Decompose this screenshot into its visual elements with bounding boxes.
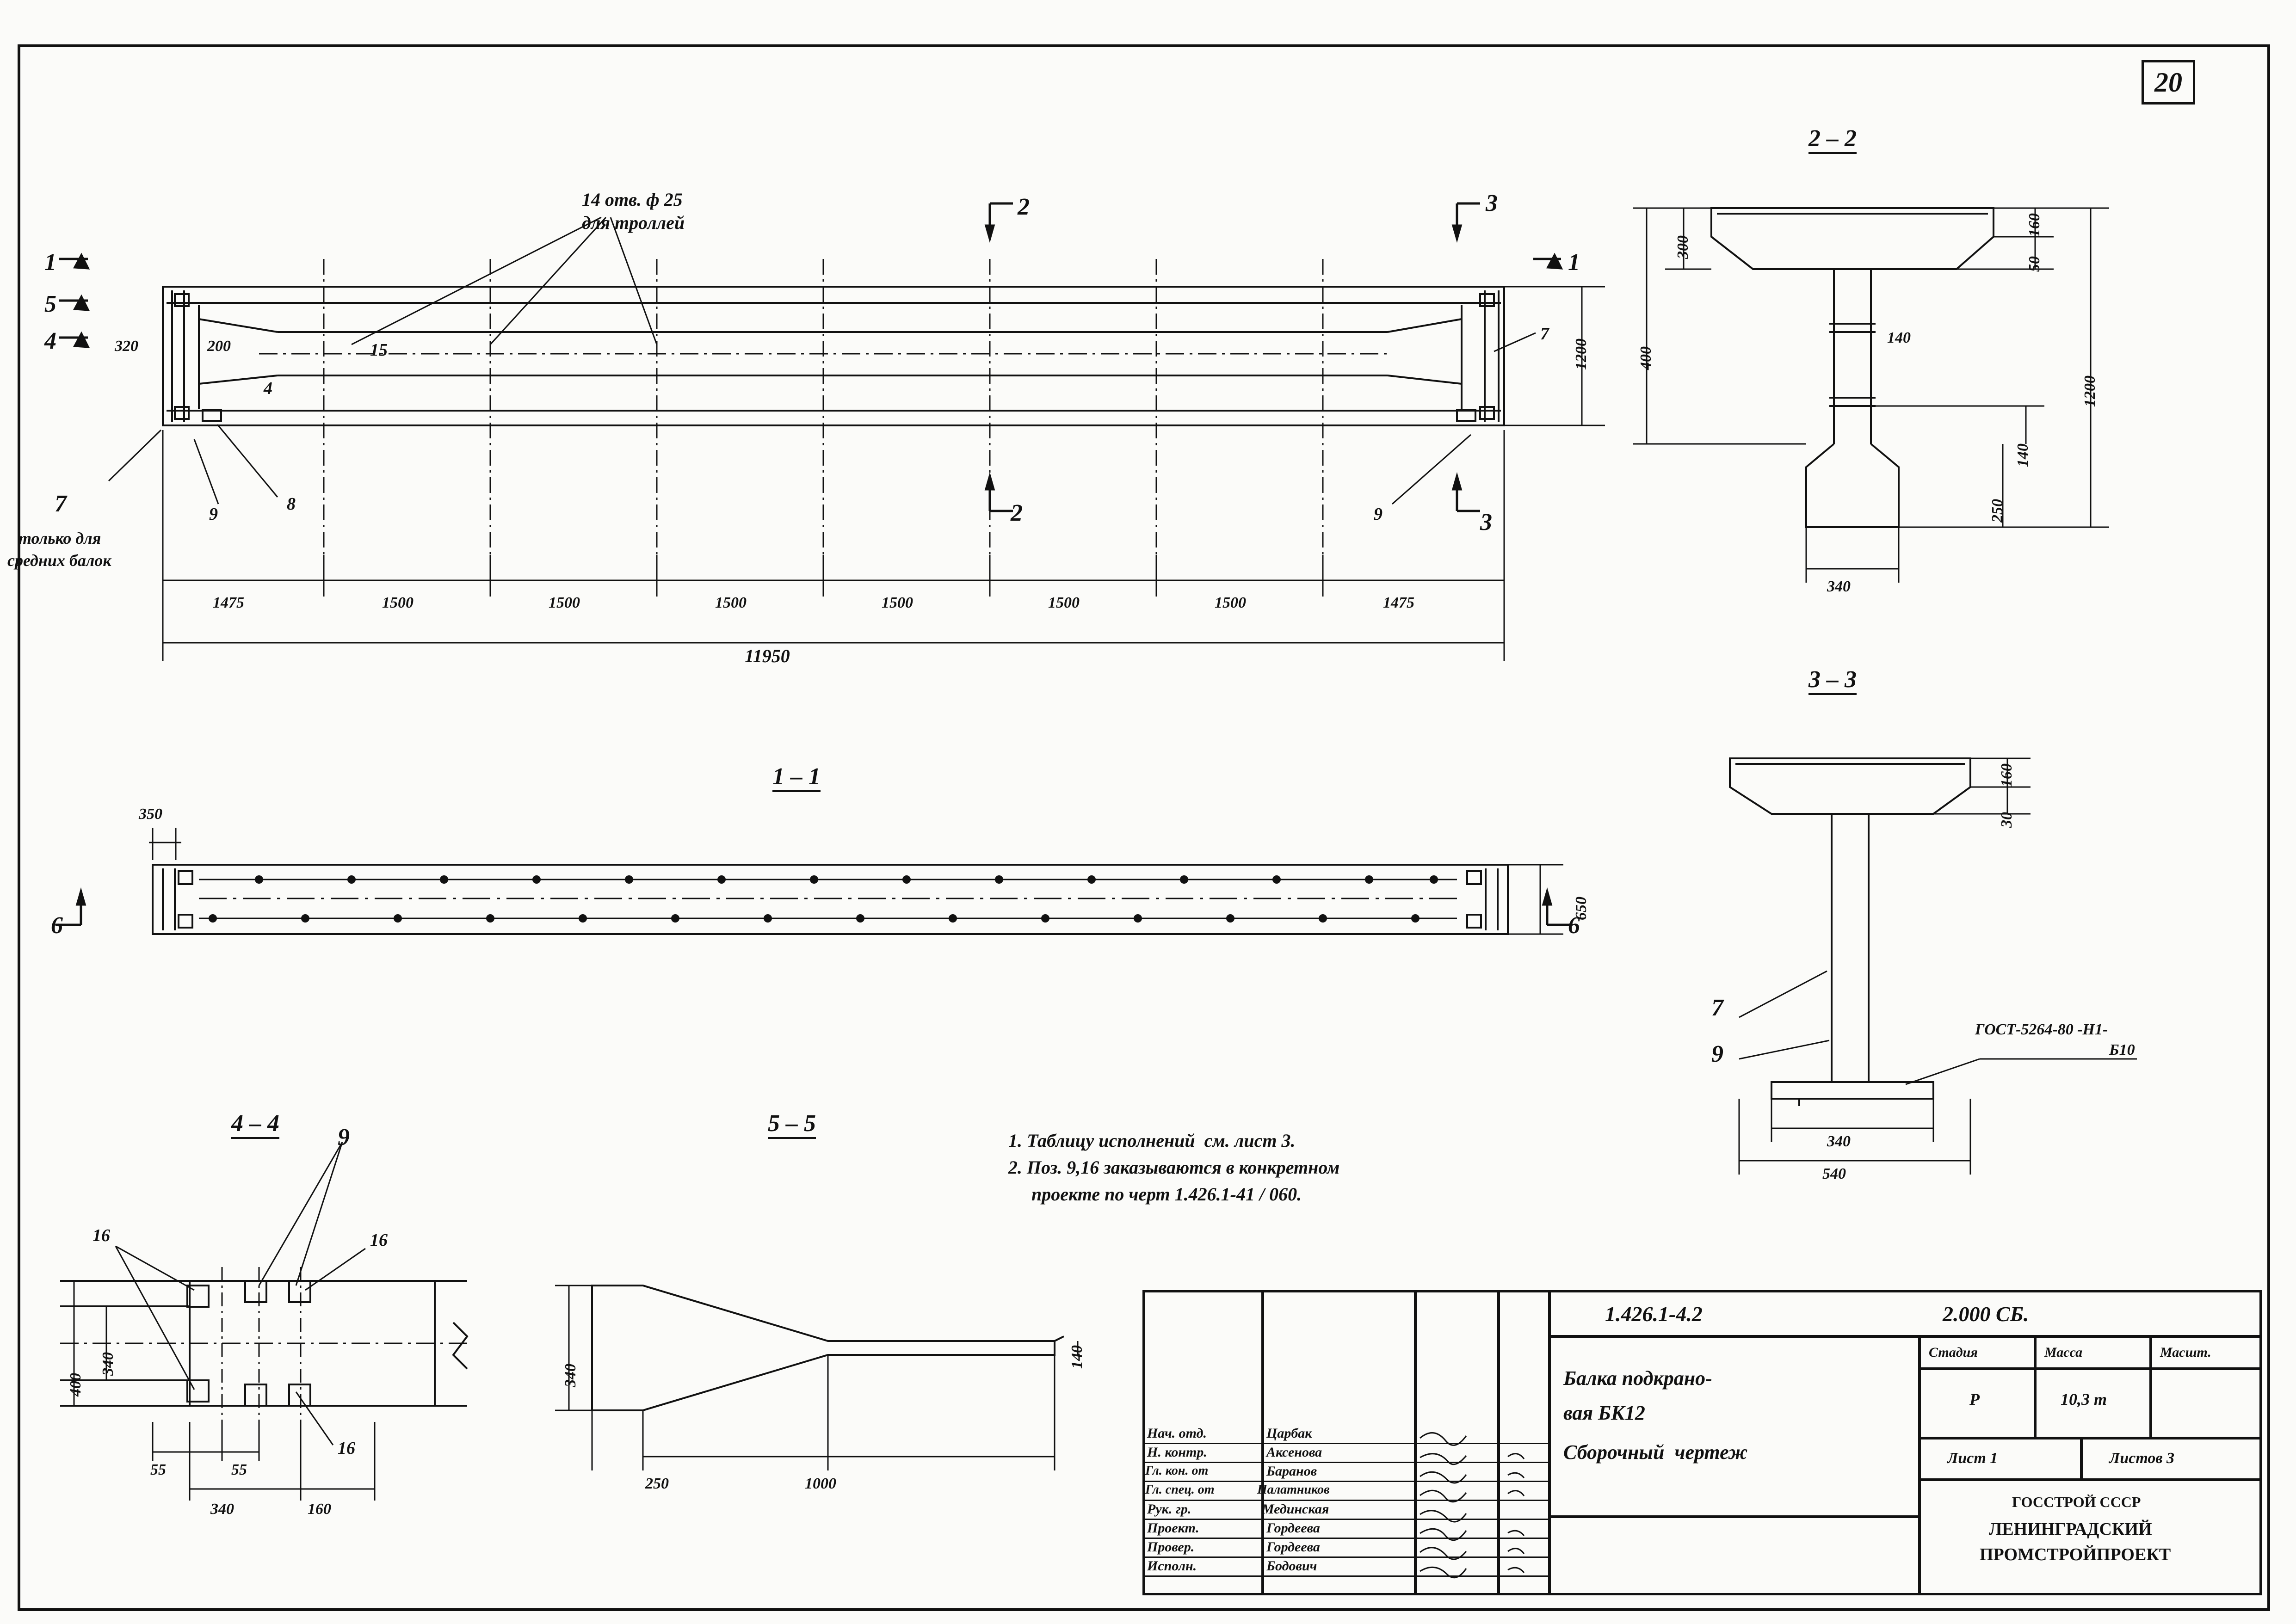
dim-3-3-540: 540 — [1822, 1165, 1846, 1182]
mark-5-left: 5 — [44, 291, 56, 317]
only-middle-beams-line2: средних балок — [7, 551, 111, 570]
dim-2-2-250: 250 — [1989, 499, 2006, 523]
mark-3-top: 3 — [1486, 190, 1498, 216]
drawing-code: 1.426.1-4.2 — [1605, 1302, 1703, 1326]
mark-16-right: 16 — [370, 1230, 388, 1250]
signatures — [1142, 1290, 2262, 1595]
dim-3-3-30: 30 — [1998, 812, 2015, 828]
mark-16-bottom: 16 — [338, 1439, 355, 1458]
note-line-1: 1. Таблицу исполнений см. лист 3. — [1008, 1130, 1296, 1151]
mark-4-left: 4 — [44, 328, 56, 354]
page-number: 20 — [2154, 67, 2182, 98]
object-line3: Сборочный чертеж — [1563, 1441, 1748, 1464]
holes-note-line1: 14 отв. ф 25 — [582, 189, 683, 210]
dim-200: 200 — [207, 338, 231, 355]
dim-4-4-340: 340 — [99, 1352, 117, 1376]
mark-15: 15 — [370, 340, 388, 360]
stage-label: Стадия — [1929, 1345, 1978, 1360]
title-block — [1142, 1290, 2262, 1595]
role-6: Провер. — [1147, 1539, 1195, 1555]
note-line-3: проекте по черт 1.426.1-41 / 060. — [1031, 1184, 1302, 1205]
view-1-1-title: 1 – 1 — [772, 763, 821, 792]
object-line1: Балка подкрано- — [1563, 1367, 1712, 1390]
dim-5-5-340: 340 — [562, 1364, 579, 1387]
dim-3-3-160: 160 — [1998, 763, 2015, 787]
mark-9-view44: 9 — [338, 1124, 350, 1150]
org-line2: ЛЕНИНГРАДСКИЙ — [1989, 1519, 2152, 1539]
mark-9-left: 9 — [209, 504, 218, 524]
view-5-5-title: 5 – 5 — [768, 1110, 816, 1139]
role-4: Рук. гр. — [1147, 1501, 1191, 1517]
chain-dim-5: 1500 — [1048, 594, 1080, 611]
dim-350: 350 — [139, 806, 162, 823]
dim-2-2-160: 160 — [2026, 213, 2043, 237]
only-middle-beams-line1: только для — [19, 529, 101, 547]
name-0: Царбак — [1266, 1426, 1312, 1441]
stage-value: Р — [1969, 1390, 1980, 1409]
name-7: Бодович — [1266, 1558, 1317, 1574]
chain-dim-0: 1475 — [213, 594, 244, 611]
dim-5-5-1000: 1000 — [805, 1475, 836, 1492]
dim-4-4-55b: 55 — [231, 1461, 247, 1478]
dim-2-2-50: 50 — [2026, 256, 2043, 272]
name-3: Палатников — [1257, 1483, 1330, 1497]
mark-6-right: 6 — [1568, 912, 1580, 939]
chain-dim-7: 1475 — [1383, 594, 1414, 611]
chain-dim-4: 1500 — [882, 594, 913, 611]
dim-650: 650 — [1573, 897, 1590, 920]
note-line-2: 2. Поз. 9,16 заказываются в конкретном — [1008, 1157, 1340, 1178]
mark-4-inner: 4 — [264, 379, 272, 398]
dim-4-4-55a: 55 — [150, 1461, 166, 1478]
dim-2-2-400: 400 — [1637, 346, 1654, 370]
dim-2-2-1200: 1200 — [2081, 375, 2098, 407]
mark-7-view33: 7 — [1711, 995, 1723, 1021]
mass-value: 10,3 т — [2061, 1390, 2107, 1409]
mark-9-right: 9 — [1374, 504, 1383, 524]
mark-1-left: 1 — [44, 249, 56, 276]
sheet-label: Лист 1 — [1947, 1450, 1998, 1467]
view-2-2-title: 2 – 2 — [1808, 125, 1857, 154]
mass-label: Масса — [2044, 1345, 2083, 1360]
dim-2-2-300: 300 — [1674, 235, 1691, 259]
mark-2-top: 2 — [1018, 194, 1030, 220]
org-line1: ГОССТРОЙ СССР — [2012, 1494, 2141, 1510]
drawing-set: 2.000 СБ. — [1943, 1302, 2029, 1326]
scale-label: Масшт. — [2160, 1345, 2211, 1360]
role-7: Исполн. — [1147, 1558, 1197, 1574]
role-0: Нач. отд. — [1147, 1426, 1207, 1441]
weld-note-line1: ГОСТ-5264-80 -Н1- — [1975, 1021, 2108, 1038]
weld-note-line2: Б10 — [2109, 1041, 2135, 1058]
role-1: Н. контр. — [1147, 1445, 1207, 1460]
dim-4-4-160h: 160 — [308, 1501, 331, 1518]
dim-3-3-340: 340 — [1827, 1133, 1851, 1150]
org-line3: ПРОМСТРОЙПРОЕКТ — [1980, 1545, 2171, 1564]
chain-dim-1: 1500 — [382, 594, 414, 611]
dim-1200-plan: 1200 — [1573, 338, 1590, 370]
mark-16-left: 16 — [93, 1226, 110, 1245]
mark-7-right: 7 — [1540, 324, 1549, 344]
name-1: Аксенова — [1266, 1445, 1322, 1460]
object-line2: вая БК12 — [1563, 1402, 1645, 1424]
dim-5-5-250: 250 — [645, 1475, 669, 1492]
sheets-label: Листов 3 — [2109, 1450, 2175, 1467]
mark-3-bottom: 3 — [1480, 509, 1492, 535]
name-2: Баранов — [1266, 1464, 1317, 1479]
mark-8: 8 — [287, 494, 296, 514]
chain-dim-2: 1500 — [549, 594, 580, 611]
dim-5-5-140: 140 — [1068, 1345, 1086, 1369]
total-dim: 11950 — [745, 646, 790, 666]
role-2: Гл. кон. от — [1145, 1464, 1209, 1478]
view-3-3-title: 3 – 3 — [1808, 666, 1857, 695]
chain-dim-6: 1500 — [1215, 594, 1246, 611]
name-6: Гордеева — [1266, 1539, 1320, 1555]
dim-2-2-140a: 140 — [1887, 329, 1911, 346]
dim-320: 320 — [115, 338, 138, 355]
name-4: Мединская — [1262, 1501, 1329, 1517]
mark-7-left: 7 — [55, 491, 67, 517]
mark-9-view33: 9 — [1711, 1041, 1723, 1067]
mark-2-bottom: 2 — [1011, 500, 1023, 526]
name-5: Гордеева — [1266, 1520, 1320, 1536]
role-3: Гл. спец. от — [1145, 1483, 1215, 1497]
chain-dim-3: 1500 — [715, 594, 747, 611]
holes-note-line2: для троллей — [582, 212, 685, 233]
dim-4-4-400: 400 — [67, 1373, 84, 1396]
dim-4-4-340h: 340 — [210, 1501, 234, 1518]
mark-6-left: 6 — [51, 912, 63, 939]
dim-2-2-340: 340 — [1827, 578, 1851, 595]
view-4-4-title: 4 – 4 — [231, 1110, 279, 1139]
mark-1-right: 1 — [1568, 249, 1580, 276]
role-5: Проект. — [1147, 1520, 1199, 1536]
dim-2-2-140b: 140 — [2014, 443, 2031, 467]
